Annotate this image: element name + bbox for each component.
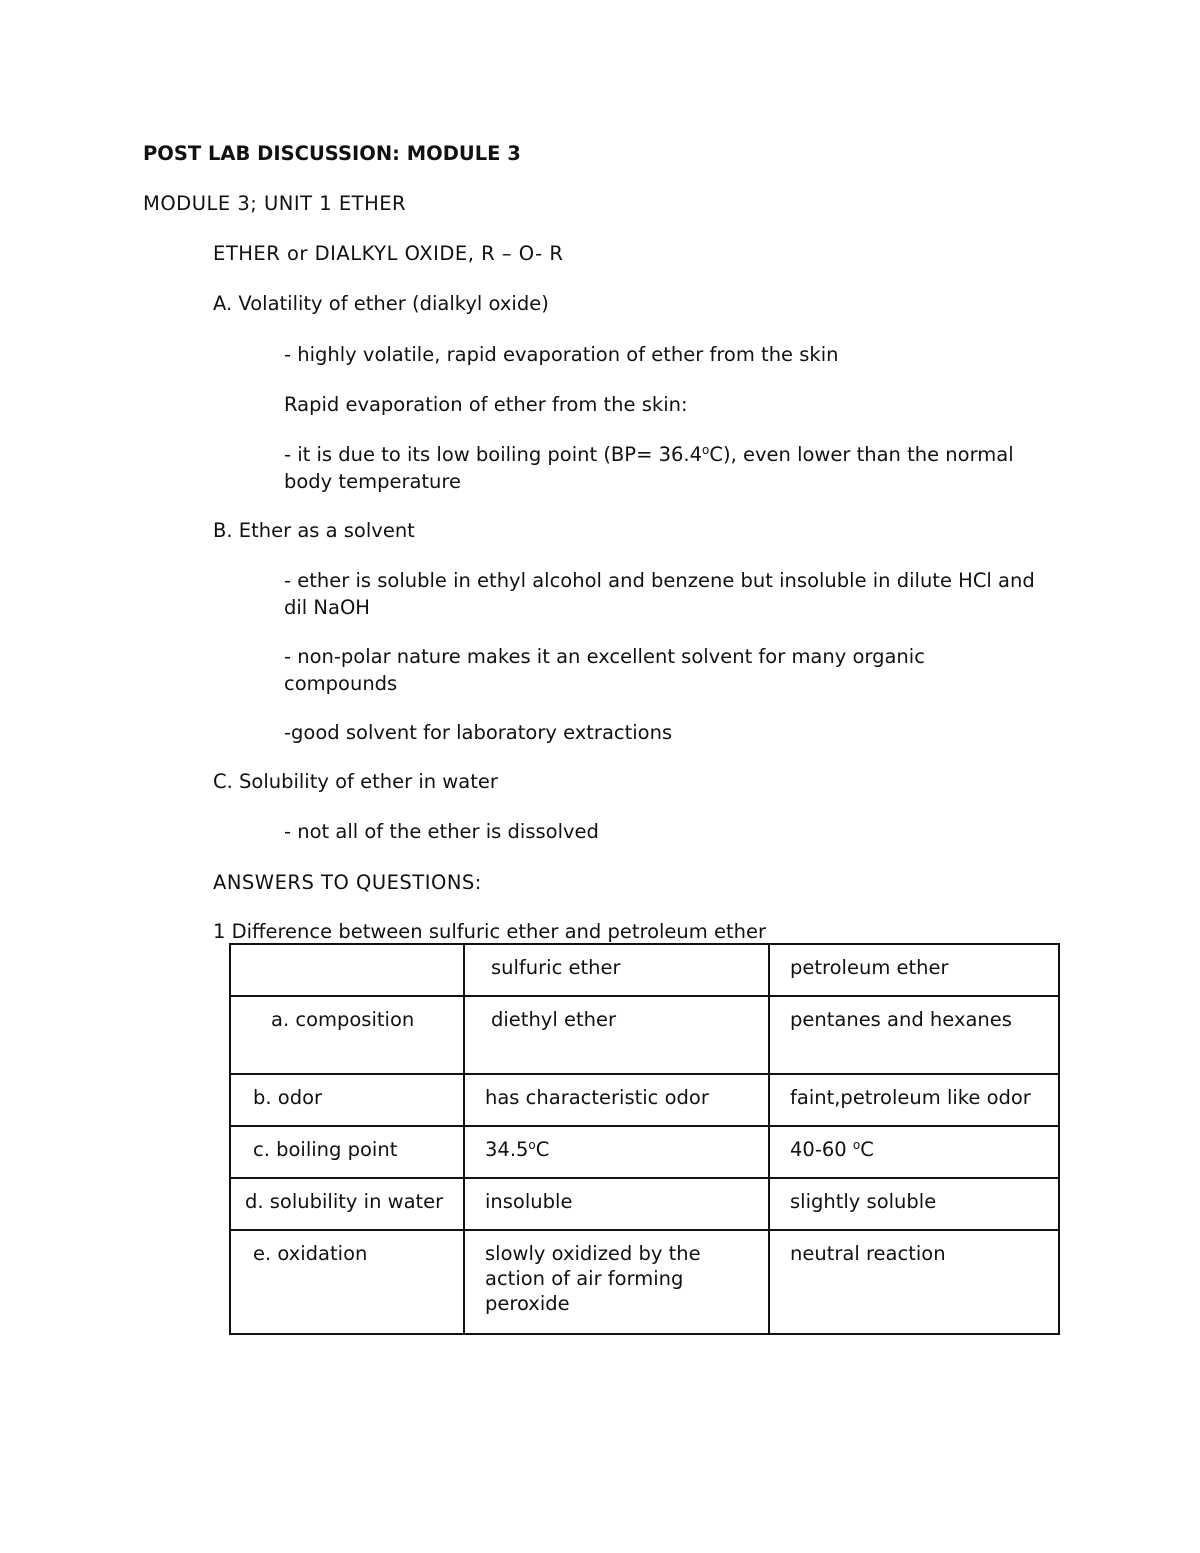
cell-sulfuric-value: 34.5 [485, 1138, 529, 1161]
table-row [230, 1178, 1059, 1230]
module-line: MODULE 3; UNIT 1 ETHER [143, 192, 407, 215]
cell-sulfuric: has characteristic odor [464, 1074, 769, 1126]
section-a-point-1: - highly volatile, rapid evaporation of ether from the skin [284, 343, 839, 366]
row-label: d. solubility in water [230, 1178, 464, 1230]
comparison-table [229, 943, 1060, 1335]
row-label: a. composition [230, 996, 464, 1074]
cell-petroleum: neutral reaction [769, 1230, 1059, 1334]
section-c-title: C. Solubility of ether in water [213, 770, 498, 793]
section-a-subhead: Rapid evaporation of ether from the skin: [284, 393, 688, 416]
section-a-point-2-post: C), even lower than the normal body temperature [284, 443, 1014, 493]
ether-definition: ETHER or DIALKYL OXIDE, R – O- R [213, 242, 564, 265]
cell-petroleum: slightly soluble [769, 1178, 1059, 1230]
section-a-point-2-pre: - it is due to its low boiling point (BP= 36.4 [284, 443, 703, 466]
row-label: b. odor [230, 1074, 464, 1126]
section-a-point-2 [284, 441, 1059, 495]
cell-sulfuric-unit: C [535, 1138, 550, 1161]
cell-sulfuric: insoluble [464, 1178, 769, 1230]
table-row [230, 1126, 1059, 1178]
row-label: c. boiling point [230, 1126, 464, 1178]
degree-sign: o [852, 1138, 861, 1152]
table-header-sulfuric: sulfuric ether [464, 944, 769, 996]
answers-heading: ANSWERS TO QUESTIONS: [213, 871, 482, 894]
cell-sulfuric: slowly oxidized by the action of air forming peroxide [464, 1230, 769, 1334]
table-row [230, 996, 1059, 1074]
cell-petroleum-unit: C [860, 1138, 874, 1161]
section-a-title: A. Volatility of ether (dialkyl oxide) [213, 292, 549, 315]
degree-sign: o [528, 1138, 536, 1152]
cell-petroleum: pentanes and hexanes [769, 996, 1059, 1074]
cell-petroleum: faint,petroleum like odor [769, 1074, 1059, 1126]
section-b-title: B. Ether as a solvent [213, 519, 415, 542]
cell-sulfuric [464, 1126, 769, 1178]
cell-sulfuric: diethyl ether [464, 996, 769, 1074]
section-b-point-1: - ether is soluble in ethyl alcohol and benzene but insoluble in dilute HCl and dil NaOH [284, 569, 1035, 619]
question-1: 1 Difference between sulfuric ether and petroleum ether [213, 920, 766, 943]
section-b-point-2: - non-polar nature makes it an excellent solvent for many organic compounds [284, 645, 925, 695]
table-header-empty [230, 944, 464, 996]
table-row [230, 1230, 1059, 1334]
cell-petroleum [769, 1126, 1059, 1178]
page-title: POST LAB DISCUSSION: MODULE 3 [143, 142, 521, 165]
table-header-row [230, 944, 1059, 996]
row-label: e. oxidation [230, 1230, 464, 1334]
table-header-petroleum: petroleum ether [769, 944, 1059, 996]
table-row [230, 1074, 1059, 1126]
cell-petroleum-value: 40-60 [790, 1138, 853, 1161]
section-c-point-1: - not all of the ether is dissolved [284, 820, 599, 843]
degree-sign: o [702, 443, 710, 457]
section-b-point-3: -good solvent for laboratory extractions [284, 721, 673, 744]
